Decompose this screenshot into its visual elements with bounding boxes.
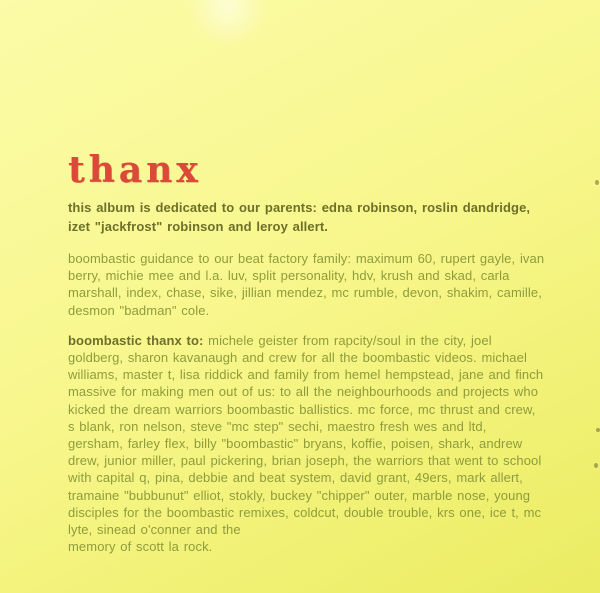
scan-speck — [594, 463, 598, 468]
thanx-body: michele geister from rapcity/soul in the city, joel goldberg, sharon kavanaugh and crew for all the boombastic videos. michael williams, master t, lisa riddick and family from hemel hempstead, jane and finch massive for making men out of us: to all the neighbourhoods and projects who kicked the dream warriors boombastic ballistics. mc force, mc thrust and crew, s blank, ron nelson, steve "mc step" sechi, maestro fresh wes and ltd, gersham, farley flex, billy "boombastic" bryans, koffie, poisen, shark, andrew drew, junior miller, paul pickering, brian joseph, the warriors that went to school with capital q, pina, debbie and beat system, david grant, 49ers, mark allert, tramaine "bubbunut" elliot, stokly, buckey "chipper" outer, marble nose, young disciples for the boombastic remixes, coldcut, double trouble, krs one, ice t, mc lyte, sinead o'conner and the — [68, 332, 544, 538]
scan-speck — [596, 428, 600, 432]
guidance-text: boombastic guidance to our beat factory family: maximum 60, rupert gayle, ivan berry, michie mee and l.a. luv, split personality, hdv, krush and skad, carla marshall, index, chase, sike, jillian mendez, mc rumble, devon, shakim, camille, desmon "badman" cole. — [68, 251, 545, 318]
scan-speck — [595, 180, 599, 185]
page-title: thanx — [68, 149, 202, 191]
thanx-closing: memory of scott la rock. — [68, 539, 213, 555]
thanx-paragraph — [68, 332, 546, 556]
thanx-lead: boombastic thanx to: — [68, 332, 204, 348]
dedication-text: this album is dedicated to our parents: edna robinson, roslin dandridge, izet "jackfrost" robinson and leroy allert. — [68, 200, 531, 234]
